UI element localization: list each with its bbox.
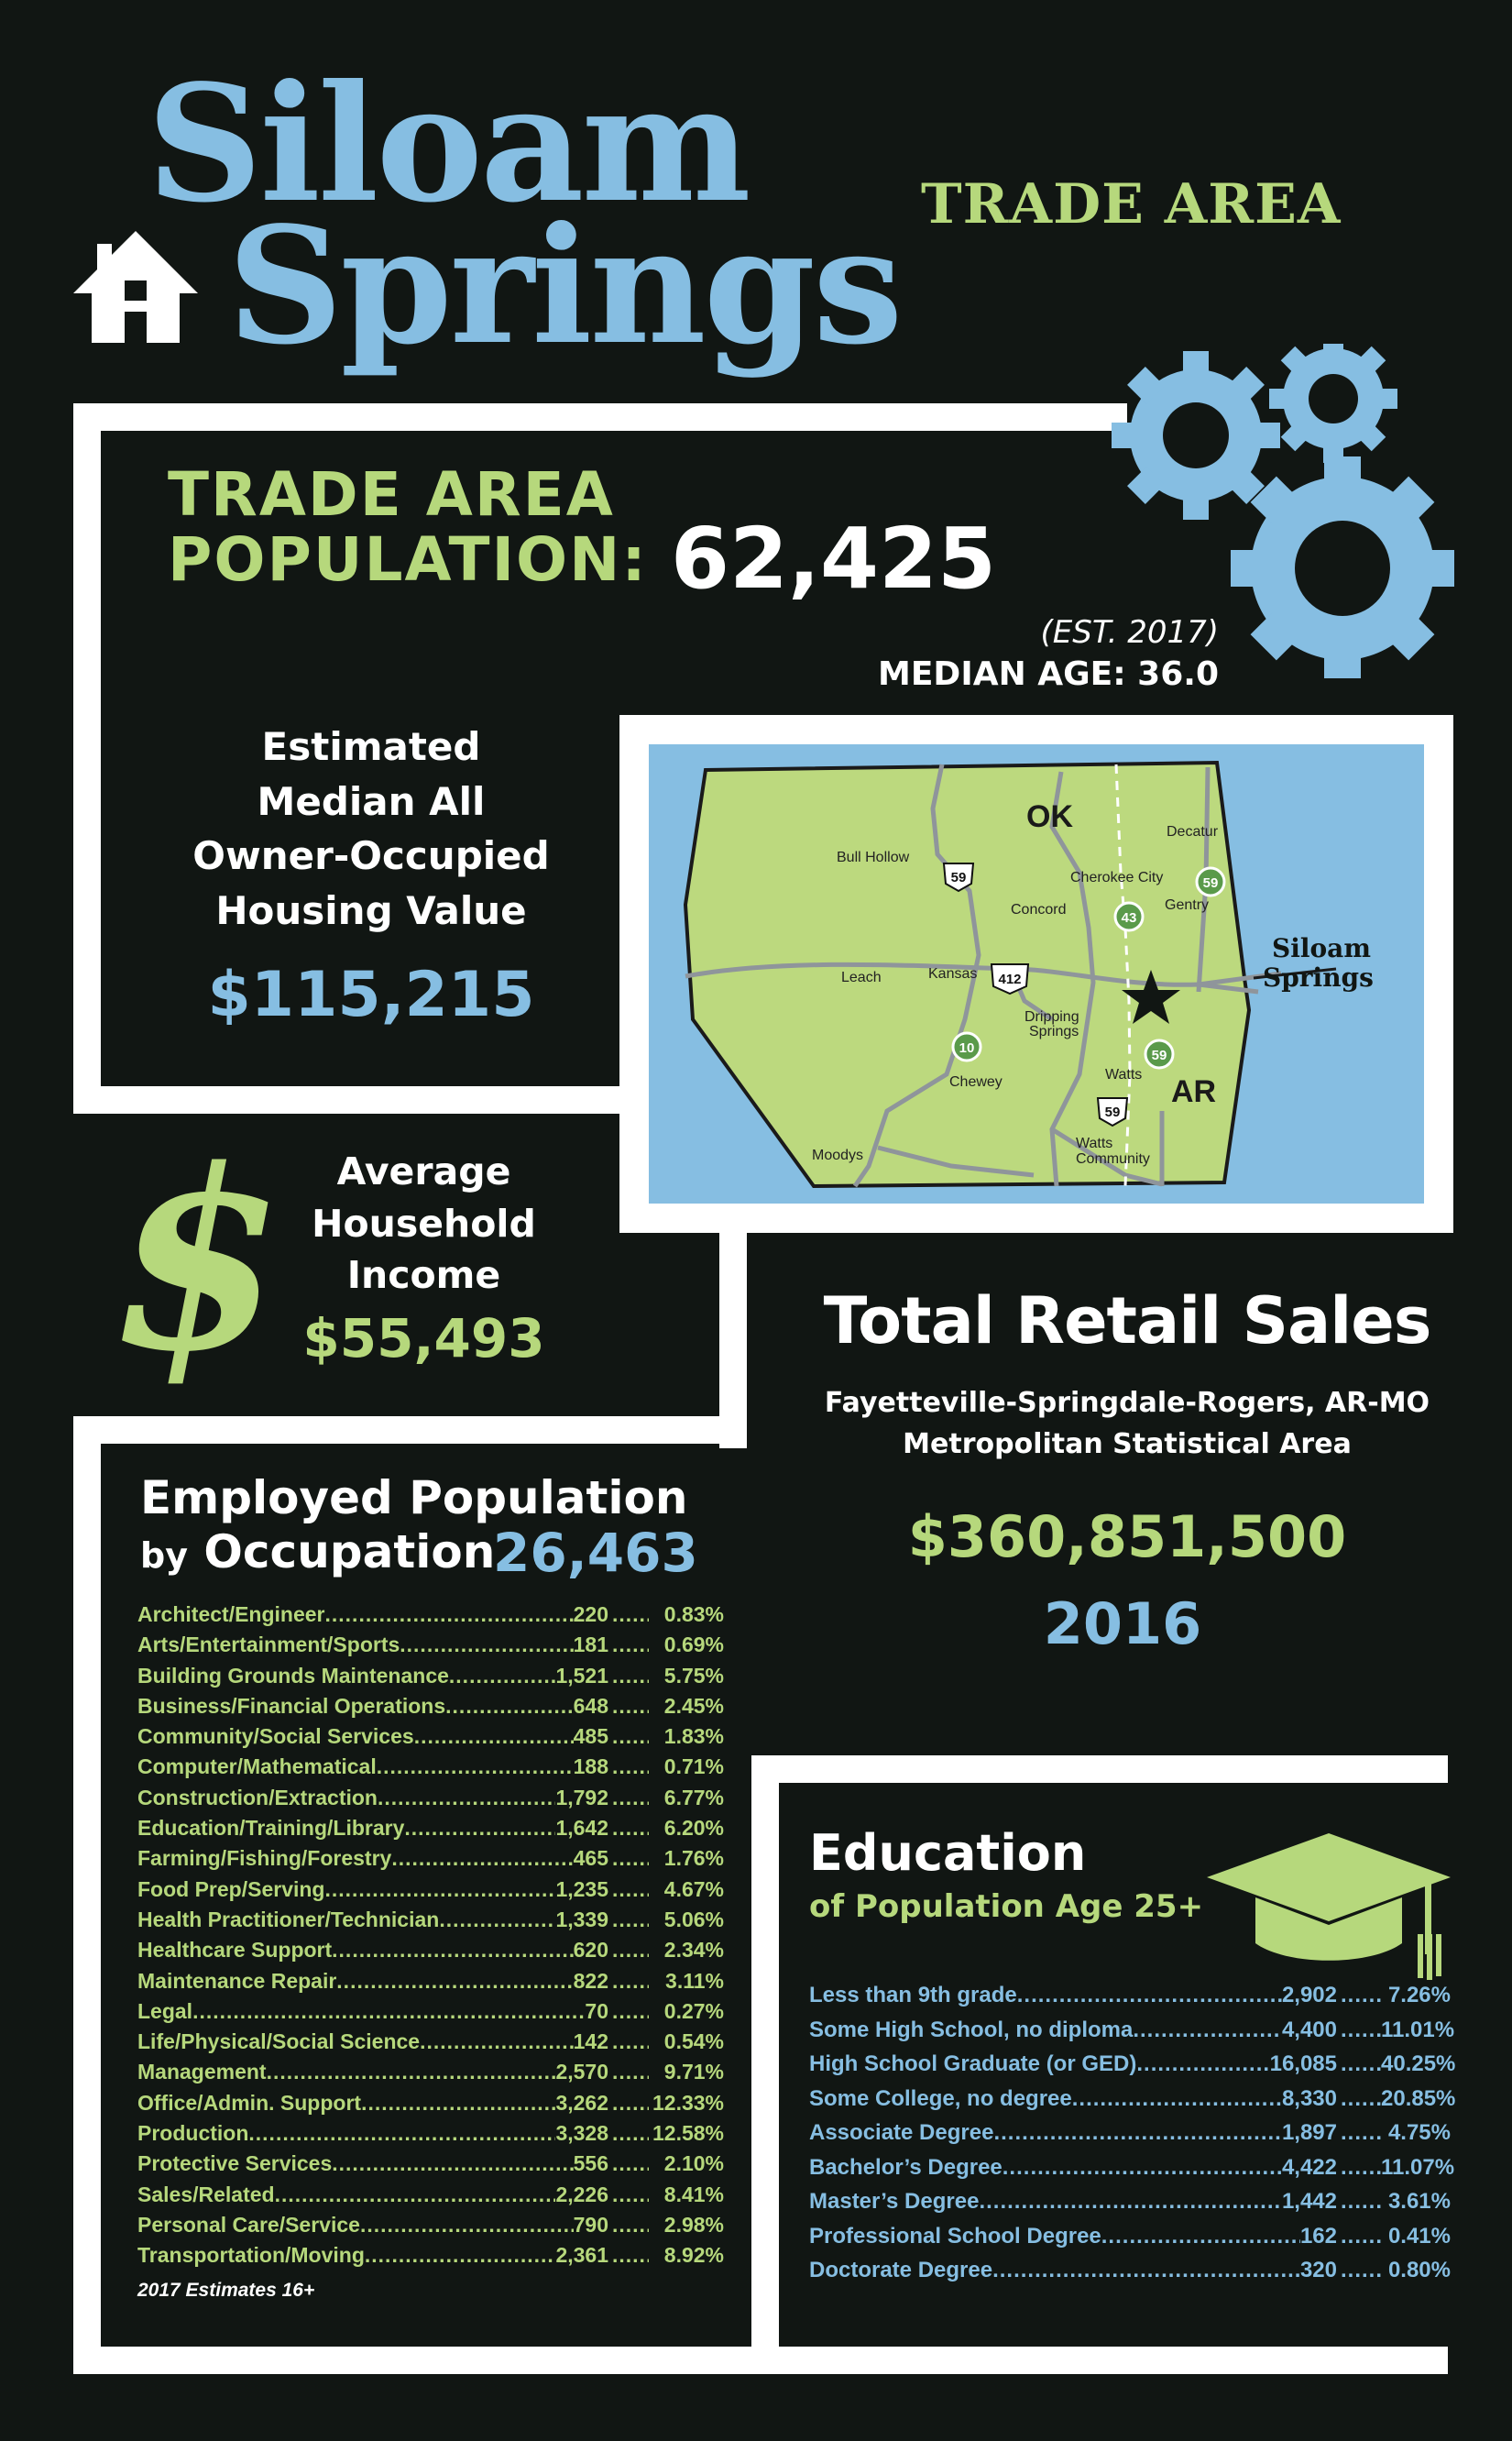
- occupation-row: Community/Social Services ..... 485 ..... 1.83%: [137, 1724, 724, 1754]
- housing-label: [156, 720, 586, 939]
- occupation-row: Business/Financial Operations ..... 648 ..... 2.45%: [137, 1694, 724, 1724]
- education-row: Professional School Degree ..... 162 ..... 0.41%: [809, 2224, 1451, 2259]
- retail-subtitle-line: Fayetteville-Springdale-Rogers, AR-MO: [824, 1387, 1430, 1419]
- education-row: High School Graduate (or GED) ..... 16,085 ..... 40.25%: [809, 2051, 1451, 2086]
- housing-label-line: Estimated: [261, 724, 481, 769]
- occupation-row: Building Grounds Maintenance ..... 1,521 ..... 5.75%: [137, 1664, 724, 1694]
- map-springs-label: Springs: [1263, 962, 1374, 993]
- occupation-row: Office/Admin. Support ..... 3,262 ..... 12.33%: [137, 2091, 724, 2121]
- map-town: Kansas: [928, 966, 978, 982]
- education-title: Education: [809, 1824, 1087, 1882]
- retail-subtitle: [788, 1382, 1466, 1465]
- occupation-row: Legal ..... 70 ..... 0.27%: [137, 1999, 724, 2029]
- income-label-line: Income: [346, 1253, 501, 1298]
- education-list: [809, 1983, 1456, 2293]
- occupation-row: Construction/Extraction ..... 1,792 ..... 6.77%: [137, 1786, 724, 1816]
- svg-text:10: 10: [959, 1040, 975, 1056]
- retail-value: $360,851,500: [907, 1503, 1347, 1570]
- map-town: Decatur: [1167, 824, 1219, 840]
- housing-label-line: Housing Value: [215, 887, 527, 933]
- map-town: Cherokee City: [1070, 870, 1164, 885]
- education-row: Master’s Degree ..... 1,442 ..... 3.61%: [809, 2189, 1451, 2224]
- retail-title: Total Retail Sales: [823, 1283, 1431, 1358]
- map-town: Moodys: [812, 1148, 864, 1163]
- income-label: [275, 1146, 573, 1302]
- retail-subtitle-line: Metropolitan Statistical Area: [903, 1428, 1352, 1460]
- housing-value: $115,215: [207, 958, 535, 1031]
- housing-block: [156, 720, 586, 1031]
- map-town: Dripping: [1024, 1009, 1079, 1025]
- housing-label-line: Owner-Occupied: [192, 833, 550, 879]
- graduation-cap-icon: [1205, 1833, 1452, 1980]
- map-town: Community: [1076, 1151, 1150, 1167]
- occupation-row: Education/Training/Library ..... 1,642 ..... 6.20%: [137, 1816, 724, 1846]
- occupation-row: Architect/Engineer ..... 220 ..... 0.83%: [137, 1602, 724, 1633]
- occupation-row: Personal Care/Service ..... 790 ..... 2.98%: [137, 2213, 724, 2243]
- occupation-title-by: by: [140, 1535, 188, 1576]
- map-state-ok: OK: [1026, 799, 1073, 834]
- occupation-row: Production ..... 3,328 ..... 12.58%: [137, 2121, 724, 2151]
- housing-label-line: Median All: [257, 778, 486, 824]
- svg-text:59: 59: [1104, 1105, 1121, 1120]
- occupation-row: Maintenance Repair ..... 822 ..... 3.11%: [137, 1969, 724, 1999]
- state-shield-59: [1197, 868, 1224, 896]
- education-row: Some High School, no diploma ..... 4,400 ..... 11.01%: [809, 2018, 1451, 2052]
- income-label-line: Average: [336, 1149, 511, 1193]
- occupation-row: Health Practitioner/Technician ..... 1,339 ..... 5.06%: [137, 1908, 724, 1938]
- map-siloam-label: Siloam: [1272, 933, 1371, 963]
- svg-text:59: 59: [950, 870, 967, 885]
- trade-area-map: [649, 744, 1424, 1204]
- population-label-line2: POPULATION:: [168, 523, 648, 595]
- svg-text:412: 412: [998, 972, 1022, 987]
- occupation-row: Sales/Related ..... 2,226 ..... 8.41%: [137, 2183, 724, 2213]
- occupation-row: Computer/Mathematical ..... 188 ..... 0.71%: [137, 1754, 724, 1785]
- state-shield-10: [953, 1033, 981, 1061]
- occupation-row: Food Prep/Serving ..... 1,235 ..... 4.67%: [137, 1877, 724, 1908]
- occupation-list: [137, 1602, 724, 2302]
- title-springs: Springs: [227, 192, 901, 380]
- income-block: [275, 1146, 573, 1369]
- occupation-row: Transportation/Moving ..... 2,361 ..... 8.92%: [137, 2243, 724, 2273]
- svg-text:43: 43: [1121, 910, 1137, 926]
- occupation-title-line1: Employed Population: [140, 1471, 688, 1524]
- map-town: Gentry: [1165, 897, 1210, 913]
- population-label: [168, 459, 648, 595]
- map-state-ar: AR: [1171, 1074, 1217, 1109]
- median-age: MEDIAN AGE: 36.0: [878, 655, 1219, 693]
- map-town: Concord: [1011, 902, 1067, 918]
- retail-block: [788, 1283, 1466, 1657]
- education-row: Doctorate Degree ..... 320 ..... 0.80%: [809, 2258, 1451, 2293]
- retail-year: 2016: [1043, 1590, 1202, 1657]
- trade-area-heading: TRADE AREA: [921, 172, 1342, 236]
- education-row: Less than 9th grade ..... 2,902 ..... 7.26%: [809, 1983, 1451, 2018]
- occupation-row: Protective Services ..... 556 ..... 2.10%: [137, 2151, 724, 2182]
- population-est: (EST. 2017): [1040, 614, 1219, 651]
- population-label-line1: TRADE AREA: [168, 459, 615, 530]
- occupation-total: 26,463: [493, 1522, 698, 1584]
- house-icon: [71, 227, 200, 346]
- income-label-line: Household: [312, 1201, 536, 1246]
- occupation-row: Healthcare Support ..... 620 ..... 2.34%: [137, 1938, 724, 1968]
- title-siloam: Siloam: [147, 50, 749, 238]
- state-shield-59: [1145, 1040, 1173, 1068]
- population-value: 62,425: [671, 510, 997, 608]
- map-town: Chewey: [949, 1074, 1003, 1090]
- dollar-icon: $: [112, 1115, 284, 1406]
- education-row: Associate Degree ..... 1,897 ..... 4.75%: [809, 2120, 1451, 2155]
- education-row: Some College, no degree ..... 8,330 ..... 20.85%: [809, 2086, 1451, 2121]
- map-town: Leach: [841, 970, 882, 985]
- income-value: $55,493: [302, 1306, 545, 1369]
- occupation-row: Life/Physical/Social Science ..... 142 ..... 0.54%: [137, 2029, 724, 2060]
- map-town: Springs: [1029, 1024, 1079, 1039]
- state-shield-43: [1115, 903, 1143, 930]
- occupation-title-line2: Occupation: [203, 1525, 496, 1578]
- occupation-row: Farming/Fishing/Forestry ..... 465 ..... 1.76%: [137, 1846, 724, 1876]
- occupation-row: Management ..... 2,570 ..... 9.71%: [137, 2060, 724, 2090]
- map-town: Watts: [1105, 1067, 1143, 1083]
- map-town: Bull Hollow: [837, 850, 910, 865]
- occupation-row: Arts/Entertainment/Sports ..... 181 ..... 0.69%: [137, 1633, 724, 1663]
- svg-text:59: 59: [1202, 875, 1219, 891]
- svg-text:59: 59: [1151, 1048, 1167, 1063]
- map-town: Watts: [1076, 1136, 1113, 1151]
- education-row: Bachelor’s Degree ..... 4,422 ..... 11.07%: [809, 2155, 1451, 2190]
- education-subtitle: of Population Age 25+: [809, 1888, 1204, 1925]
- occupation-footnote: 2017 Estimates 16+: [137, 2279, 315, 2301]
